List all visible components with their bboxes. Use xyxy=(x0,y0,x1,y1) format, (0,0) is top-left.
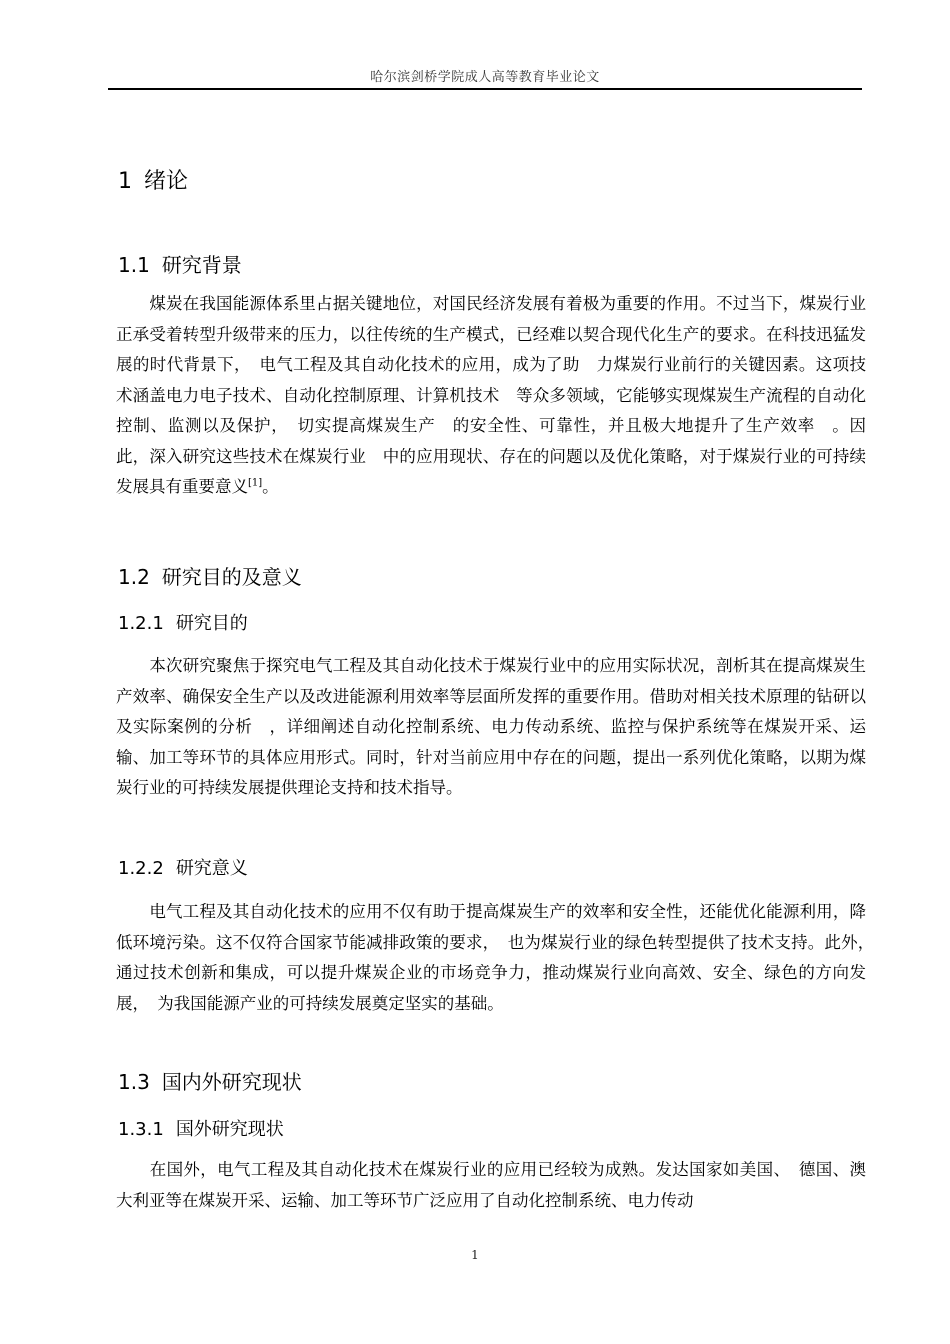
section-heading-1-2 xyxy=(118,561,302,590)
section-title: 国内外研究现状 xyxy=(161,1070,302,1094)
section-number: 1.3 xyxy=(118,1070,150,1094)
section-number: 1.2.1 xyxy=(118,613,164,634)
section-title: 研究目的 xyxy=(175,613,248,634)
section-heading-1-2-2 xyxy=(118,854,248,880)
chapter-title: 绪论 xyxy=(144,169,189,194)
header-rule xyxy=(108,88,862,90)
chapter-heading xyxy=(118,164,188,195)
page-number: 1 xyxy=(471,1248,479,1262)
paragraph-purpose: 本次研究聚焦于探究电气工程及其自动化技术于煤炭行业中的应用实际状况，剖析其在提高煤炭生产效率、确保安全生产以及改进能源利用效率等层面所发挥的重要作用。借助对相关技术原理的钻研以及实际案例的分析 ，详细阐述自动化控制系统、电力传动系统、监控与保护系统等在煤炭开采、运输、加工等环节的具体应用形式。同时，针对当前应用中存在的问题，提出一系列优化策略，以期为煤炭行业的可持续发展提供理论支持和技术指导。 xyxy=(116,656,866,797)
section-number: 1.2 xyxy=(118,565,150,589)
section-title: 研究意义 xyxy=(175,858,248,879)
citation: [1] xyxy=(248,477,263,489)
paragraph-background xyxy=(116,289,866,503)
section-title: 研究目的及意义 xyxy=(161,565,302,589)
page-header: 哈尔滨剑桥学院成人高等教育毕业论文 xyxy=(370,70,600,85)
section-title: 研究背景 xyxy=(161,253,242,277)
section-heading-1-1 xyxy=(118,249,242,278)
section-heading-1-3-1 xyxy=(118,1115,284,1141)
paragraph-significance: 电气工程及其自动化技术的应用不仅有助于提高煤炭生产的效率和安全性，还能优化能源利用，降低环境污染。这不仅符合国家节能减排政策的要求， 也为煤炭行业的绿色转型提供了技术支持。此外， 通过技术创新和集成，可以提升煤炭企业的市场竞争力，推动煤炭行业向高效、安全、绿色的方向发展， 为我国能源产业的可持续发展奠定坚实的基础。 xyxy=(116,902,883,1013)
section-heading-1-2-1 xyxy=(118,609,248,635)
paragraph-text: 煤炭在我国能源体系里占据关键地位，对国民经济发展有着极为重要的作用。不过当下，煤炭行业正承受着转型升级带来的压力，以往传统的生产模式，已经难以契合现代化生产的要求。在科技迅猛发展的时代背景下， 电气工程及其自动化技术的应用，成为了助 力煤炭行业前行的关键因素。这项技术涵盖电力电子技术、自动化控制原理、计算机技术 等众多领域，它能够实现煤炭生产流程的自动化控制、监测以及保护， 切实提高煤炭生产 的安全性、可靠性，并且极大地提升了生产效率 。因此，深入研究这些技术在煤炭行业 中的应用现状、存在的问题以及优化策略，对于煤炭行业的可持续发展具有重要意义 xyxy=(116,294,866,496)
section-number: 1.2.2 xyxy=(118,858,164,879)
section-number: 1.1 xyxy=(118,253,150,277)
chapter-number: 1 xyxy=(118,169,132,194)
section-heading-1-3 xyxy=(118,1066,302,1095)
section-number: 1.3.1 xyxy=(118,1119,164,1140)
paragraph-end: 。 xyxy=(262,477,279,496)
paragraph-foreign: 在国外，电气工程及其自动化技术在煤炭行业的应用已经较为成熟。发达国家如美国、 德国、澳大利亚等在煤炭开采、运输、加工等环节广泛应用了自动化控制系统、电力传动 xyxy=(116,1160,866,1210)
section-title: 国外研究现状 xyxy=(175,1119,284,1140)
